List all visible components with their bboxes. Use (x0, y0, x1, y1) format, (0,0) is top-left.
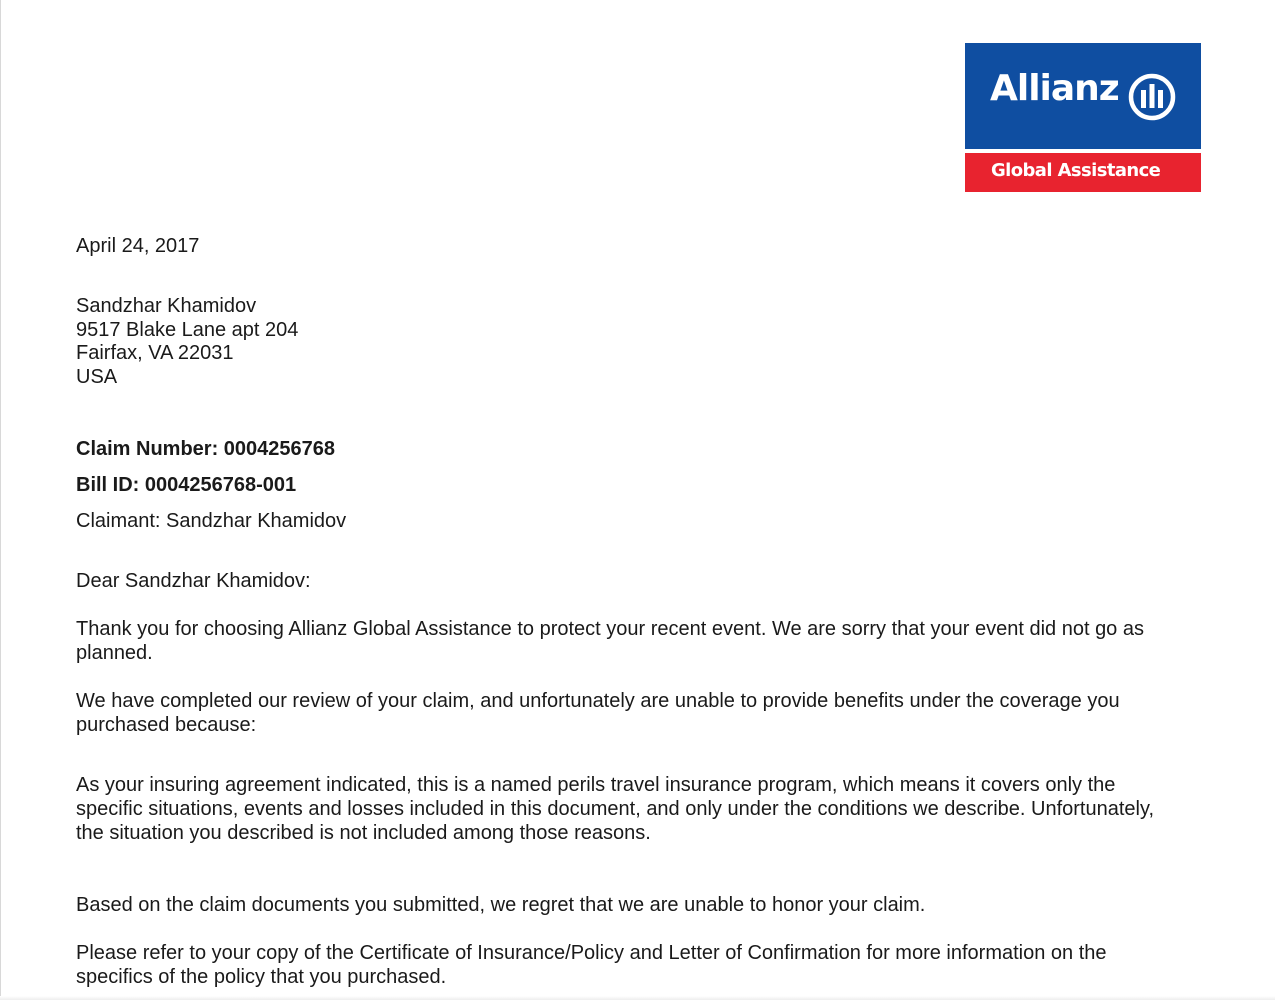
letter-date: April 24, 2017 (76, 235, 200, 257)
address-country: USA (76, 366, 118, 388)
paragraph-line: We have completed our review of your claim, and unfortunately are unable to provide benefits under the coverage you (76, 690, 1120, 712)
salutation: Dear Sandzhar Khamidov: (76, 570, 311, 592)
paragraph-line: Thank you for choosing Allianz Global Assistance to protect your recent event. We are sorry that your event did not go as (76, 618, 1144, 640)
logo-brand-text: Allianz (990, 68, 1119, 109)
paragraph-line: planned. (76, 642, 153, 664)
paragraph-line: purchased because: (76, 714, 257, 736)
claim-number: Claim Number: 0004256768 (76, 438, 336, 460)
paragraph-line: Based on the claim documents you submitted, we regret that we are unable to honor your claim. (76, 894, 926, 916)
address-street: 9517 Blake Lane apt 204 (76, 319, 299, 341)
paragraph-line: specifics of the policy that you purchased. (76, 966, 447, 988)
allianz-eagle-mark-icon (1128, 73, 1176, 121)
page-edge (0, 0, 1, 1000)
paragraph-line: Please refer to your copy of the Certificate of Insurance/Policy and Letter of Confirmation for more information on the (76, 942, 1107, 964)
paragraph-line: As your insuring agreement indicated, this is a named perils travel insurance program, which means it covers only the (76, 774, 1116, 796)
allianz-logo (965, 43, 1201, 192)
address-city-state-zip: Fairfax, VA 22031 (76, 342, 234, 364)
paragraph-line: the situation you described is not included among those reasons. (76, 822, 651, 844)
logo-subtitle-text: Global Assistance (991, 160, 1161, 181)
paragraph-line: specific situations, events and losses included in this document, and only under the conditions we describe. Unfortunately, (76, 798, 1155, 820)
bill-id: Bill ID: 0004256768-001 (76, 474, 297, 496)
claimant-line: Claimant: Sandzhar Khamidov (76, 510, 347, 532)
page-bottom-shadow (0, 996, 1275, 1000)
address-name: Sandzhar Khamidov (76, 295, 257, 317)
